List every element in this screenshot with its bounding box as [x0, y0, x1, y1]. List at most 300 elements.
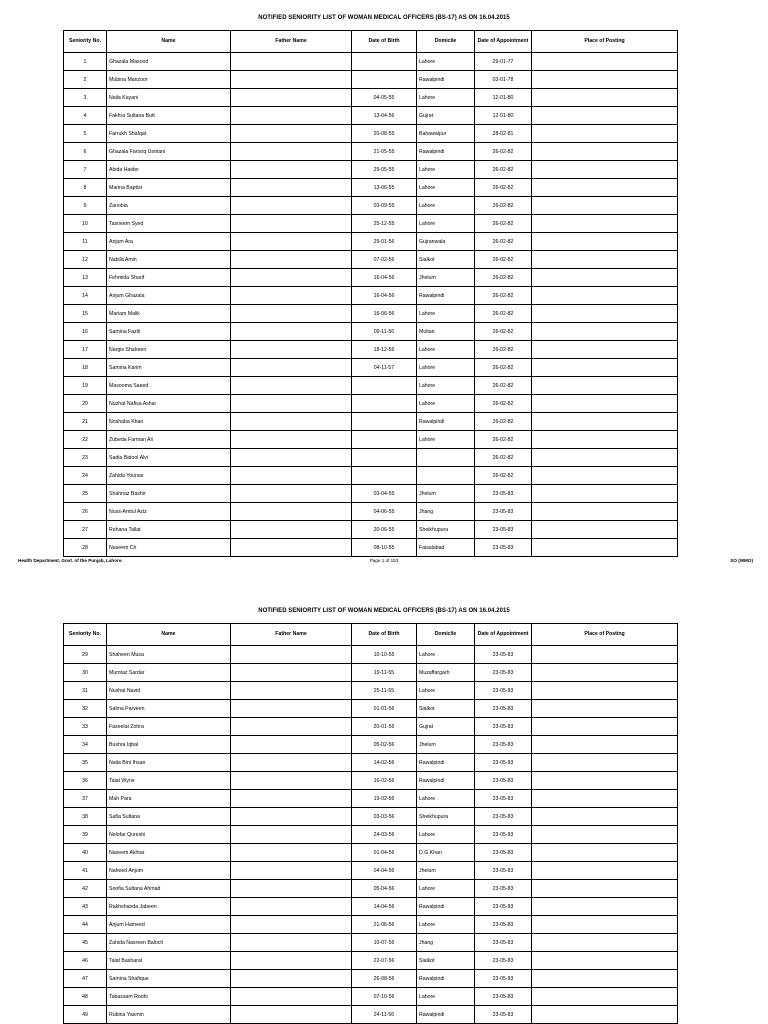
cell-date-of-birth: 01-04-56	[352, 844, 417, 862]
cell-place-of-posting	[532, 89, 678, 107]
table-row	[64, 808, 678, 826]
cell-domicile	[417, 449, 475, 467]
cell-date-of-appointment: 26-02-82	[475, 179, 532, 197]
cell-place-of-posting	[532, 754, 678, 772]
cell-domicile: Lahore	[417, 395, 475, 413]
cell-date-of-birth: 18-12-56	[352, 341, 417, 359]
cell-place-of-posting	[532, 664, 678, 682]
cell-date-of-appointment: 26-02-82	[475, 413, 532, 431]
table-row	[64, 1006, 678, 1024]
table-row	[64, 269, 678, 287]
cell-date-of-birth: 10-10-55	[352, 646, 417, 664]
cell-father-name	[231, 161, 352, 179]
table-row	[64, 215, 678, 233]
cell-domicile: D.G Khan	[417, 844, 475, 862]
cell-date-of-appointment: 23-05-83	[475, 682, 532, 700]
cell-domicile: Rawalpindi	[417, 1006, 475, 1024]
cell-name: Zubeda Farman Ali	[107, 431, 231, 449]
cell-father-name	[231, 53, 352, 71]
cell-domicile: Rawalpindi	[417, 754, 475, 772]
cell-name: Nargis Shaheen	[107, 341, 231, 359]
cell-seniority-no: 29	[64, 646, 107, 664]
cell-father-name	[231, 790, 352, 808]
cell-seniority-no: 28	[64, 539, 107, 557]
seniority-table	[63, 30, 678, 557]
cell-place-of-posting	[532, 952, 678, 970]
cell-place-of-posting	[532, 341, 678, 359]
cell-name: Ghazala Masood	[107, 53, 231, 71]
cell-domicile: Sheikhupura	[417, 521, 475, 539]
cell-place-of-posting	[532, 197, 678, 215]
cell-place-of-posting	[532, 215, 678, 233]
cell-father-name	[231, 269, 352, 287]
cell-father-name	[231, 682, 352, 700]
cell-date-of-birth	[352, 431, 417, 449]
table-row	[64, 754, 678, 772]
cell-place-of-posting	[532, 233, 678, 251]
cell-name: Ghazala Farooq Usmani	[107, 143, 231, 161]
cell-domicile: Rawalpindi	[417, 772, 475, 790]
cell-seniority-no: 7	[64, 161, 107, 179]
cell-father-name	[231, 377, 352, 395]
cell-place-of-posting	[532, 898, 678, 916]
cell-date-of-appointment: 23-05-83	[475, 898, 532, 916]
cell-domicile: Jhelum	[417, 862, 475, 880]
cell-date-of-birth: 26-08-56	[352, 970, 417, 988]
cell-date-of-birth: 24-03-56	[352, 826, 417, 844]
cell-date-of-birth: 08-10-55	[352, 539, 417, 557]
cell-date-of-birth: 14-02-56	[352, 754, 417, 772]
cell-place-of-posting	[532, 251, 678, 269]
cell-name: Fehmida Sharif	[107, 269, 231, 287]
cell-place-of-posting	[532, 125, 678, 143]
cell-seniority-no: 31	[64, 682, 107, 700]
cell-seniority-no: 12	[64, 251, 107, 269]
cell-seniority-no: 20	[64, 395, 107, 413]
cell-seniority-no: 44	[64, 916, 107, 934]
cell-domicile: Lahore	[417, 646, 475, 664]
cell-date-of-birth: 25-12-55	[352, 215, 417, 233]
cell-date-of-appointment: 23-05-83	[475, 772, 532, 790]
cell-seniority-no: 34	[64, 736, 107, 754]
cell-date-of-appointment: 26-02-82	[475, 251, 532, 269]
cell-seniority-no: 23	[64, 449, 107, 467]
cell-seniority-no: 39	[64, 826, 107, 844]
table-header-row	[64, 31, 678, 53]
cell-name: Naila Kayani	[107, 89, 231, 107]
cell-domicile: Sialkot	[417, 700, 475, 718]
cell-name: Safia Sultana	[107, 808, 231, 826]
header-date-of-birth: Date of Birth	[352, 624, 417, 646]
table-row	[64, 521, 678, 539]
cell-name: Mubina Manzoor	[107, 71, 231, 89]
cell-seniority-no: 5	[64, 125, 107, 143]
cell-place-of-posting	[532, 143, 678, 161]
page-title: NOTIFIED SENIORITY LIST OF WOMAN MEDICAL OFFICERS (BS-17) AS ON 16.04.2015	[258, 15, 510, 21]
cell-father-name	[231, 521, 352, 539]
cell-place-of-posting	[532, 485, 678, 503]
cell-name: Nuss-Amtul Aziz	[107, 503, 231, 521]
cell-name: Zanobia	[107, 197, 231, 215]
cell-date-of-appointment: 26-02-82	[475, 467, 532, 485]
cell-seniority-no: 49	[64, 1006, 107, 1024]
cell-name: Rakhshanda Jabeen	[107, 898, 231, 916]
table-row	[64, 89, 678, 107]
cell-date-of-birth	[352, 413, 417, 431]
cell-place-of-posting	[532, 646, 678, 664]
cell-father-name	[231, 772, 352, 790]
header-father-name: Father Name	[231, 31, 352, 53]
cell-seniority-no: 10	[64, 215, 107, 233]
cell-seniority-no: 22	[64, 431, 107, 449]
cell-date-of-appointment: 23-05-83	[475, 736, 532, 754]
cell-father-name	[231, 125, 352, 143]
cell-place-of-posting	[532, 970, 678, 988]
table-row	[64, 287, 678, 305]
table-row	[64, 898, 678, 916]
cell-domicile: Lahore	[417, 880, 475, 898]
cell-place-of-posting	[532, 916, 678, 934]
cell-date-of-appointment: 26-02-82	[475, 287, 532, 305]
cell-domicile: Rawalpindi	[417, 287, 475, 305]
header-name: Name	[107, 31, 231, 53]
cell-place-of-posting	[532, 934, 678, 952]
cell-domicile: Lahore	[417, 988, 475, 1006]
cell-domicile: Bahawalpur	[417, 125, 475, 143]
cell-date-of-birth: 24-11-56	[352, 1006, 417, 1024]
cell-seniority-no: 48	[64, 988, 107, 1006]
table-row	[64, 862, 678, 880]
cell-seniority-no: 26	[64, 503, 107, 521]
cell-seniority-no: 27	[64, 521, 107, 539]
header-date-of-birth: Date of Birth	[352, 31, 417, 53]
cell-date-of-birth: 29-01-56	[352, 233, 417, 251]
cell-date-of-birth: 13-06-55	[352, 179, 417, 197]
table-row	[64, 71, 678, 89]
cell-seniority-no: 3	[64, 89, 107, 107]
cell-date-of-appointment: 23-05-83	[475, 1006, 532, 1024]
cell-domicile	[417, 467, 475, 485]
cell-name: Rehana Tallat	[107, 521, 231, 539]
cell-date-of-birth: 20-08-55	[352, 125, 417, 143]
cell-father-name	[231, 467, 352, 485]
cell-date-of-birth: 20-06-55	[352, 521, 417, 539]
cell-domicile: Lahore	[417, 53, 475, 71]
table-row	[64, 952, 678, 970]
cell-seniority-no: 41	[64, 862, 107, 880]
cell-domicile: Rawalpindi	[417, 143, 475, 161]
cell-place-of-posting	[532, 826, 678, 844]
cell-date-of-birth	[352, 467, 417, 485]
cell-name: Soofia Sultana Ahmad	[107, 880, 231, 898]
cell-domicile: Faisalabad	[417, 539, 475, 557]
cell-date-of-appointment: 23-05-83	[475, 826, 532, 844]
cell-domicile: Lahore	[417, 179, 475, 197]
cell-name: Nabila Amin	[107, 251, 231, 269]
cell-date-of-appointment: 23-05-83	[475, 808, 532, 826]
cell-name: Nelofar Qureshi	[107, 826, 231, 844]
cell-date-of-birth: 05-02-56	[352, 736, 417, 754]
cell-name: Fakhra Sultana Butt	[107, 107, 231, 125]
cell-date-of-birth: 04-05-55	[352, 89, 417, 107]
cell-date-of-appointment: 26-02-82	[475, 143, 532, 161]
cell-father-name	[231, 646, 352, 664]
cell-place-of-posting	[532, 503, 678, 521]
cell-place-of-posting	[532, 53, 678, 71]
cell-date-of-appointment: 23-05-83	[475, 700, 532, 718]
cell-date-of-appointment: 28-02-81	[475, 125, 532, 143]
cell-seniority-no: 32	[64, 700, 107, 718]
table-row	[64, 826, 678, 844]
cell-father-name	[231, 952, 352, 970]
cell-date-of-appointment: 26-02-82	[475, 359, 532, 377]
cell-date-of-birth: 07-10-56	[352, 988, 417, 1006]
table-row	[64, 844, 678, 862]
cell-father-name	[231, 413, 352, 431]
cell-seniority-no: 2	[64, 71, 107, 89]
cell-domicile: Lahore	[417, 305, 475, 323]
cell-father-name	[231, 736, 352, 754]
cell-domicile: Lahore	[417, 377, 475, 395]
cell-father-name	[231, 664, 352, 682]
cell-date-of-birth: 04-04-56	[352, 862, 417, 880]
cell-father-name	[231, 359, 352, 377]
cell-place-of-posting	[532, 359, 678, 377]
document-page-2	[0, 593, 768, 1024]
table-row	[64, 179, 678, 197]
cell-seniority-no: 18	[64, 359, 107, 377]
cell-place-of-posting	[532, 71, 678, 89]
cell-date-of-birth: 04-11-57	[352, 359, 417, 377]
cell-date-of-birth: 21-06-56	[352, 916, 417, 934]
cell-domicile: Lahore	[417, 682, 475, 700]
cell-father-name	[231, 898, 352, 916]
cell-date-of-appointment: 26-02-82	[475, 395, 532, 413]
cell-name: Sadia Batool Alvi	[107, 449, 231, 467]
table-row	[64, 988, 678, 1006]
cell-name: Nushat Navid	[107, 682, 231, 700]
cell-date-of-birth: 20-01-56	[352, 718, 417, 736]
cell-seniority-no: 36	[64, 772, 107, 790]
cell-father-name	[231, 754, 352, 772]
table-row	[64, 305, 678, 323]
cell-seniority-no: 15	[64, 305, 107, 323]
cell-seniority-no: 14	[64, 287, 107, 305]
cell-date-of-appointment: 23-05-83	[475, 539, 532, 557]
table-body	[64, 646, 678, 1024]
cell-date-of-birth: 16-04-56	[352, 287, 417, 305]
cell-date-of-birth: 05-04-56	[352, 880, 417, 898]
footer-page-number: Page 1 of 153	[369, 558, 399, 563]
cell-date-of-appointment: 29-01-77	[475, 53, 532, 71]
cell-seniority-no: 35	[64, 754, 107, 772]
cell-seniority-no: 42	[64, 880, 107, 898]
cell-domicile: Multan	[417, 323, 475, 341]
cell-date-of-birth: 09-11-56	[352, 323, 417, 341]
cell-seniority-no: 16	[64, 323, 107, 341]
cell-date-of-appointment: 23-05-83	[475, 844, 532, 862]
cell-father-name	[231, 503, 352, 521]
table-row	[64, 395, 678, 413]
page-title: NOTIFIED SENIORITY LIST OF WOMAN MEDICAL OFFICERS (BS-17) AS ON 16.04.2015	[258, 608, 510, 614]
cell-date-of-appointment: 26-02-82	[475, 341, 532, 359]
cell-date-of-appointment: 23-05-83	[475, 503, 532, 521]
cell-domicile: Jhelum	[417, 269, 475, 287]
cell-place-of-posting	[532, 718, 678, 736]
cell-place-of-posting	[532, 521, 678, 539]
cell-name: Tasneem Syed	[107, 215, 231, 233]
cell-name: Fazeelat Zohra	[107, 718, 231, 736]
header-father-name: Father Name	[231, 624, 352, 646]
table-row	[64, 934, 678, 952]
cell-date-of-birth	[352, 395, 417, 413]
header-domicile: Domicile	[417, 624, 475, 646]
cell-date-of-birth: 29-05-55	[352, 161, 417, 179]
cell-date-of-birth: 16-02-56	[352, 772, 417, 790]
cell-name: Naseem Akhtar	[107, 844, 231, 862]
cell-date-of-appointment: 26-02-82	[475, 305, 532, 323]
cell-place-of-posting	[532, 305, 678, 323]
cell-date-of-birth: 22-07-56	[352, 952, 417, 970]
table-row	[64, 107, 678, 125]
cell-date-of-appointment: 23-05-83	[475, 862, 532, 880]
cell-name: Masooma Saeed	[107, 377, 231, 395]
cell-domicile: Rawalpindi	[417, 898, 475, 916]
cell-date-of-appointment: 12-01-80	[475, 107, 532, 125]
cell-date-of-birth: 01-01-56	[352, 700, 417, 718]
cell-place-of-posting	[532, 808, 678, 826]
cell-father-name	[231, 305, 352, 323]
cell-name: Samina Shafique	[107, 970, 231, 988]
cell-date-of-appointment: 26-02-82	[475, 233, 532, 251]
table-row	[64, 377, 678, 395]
table-row	[64, 736, 678, 754]
cell-seniority-no: 37	[64, 790, 107, 808]
cell-name: Noshaba Khan	[107, 413, 231, 431]
table-row	[64, 539, 678, 557]
table-row	[64, 251, 678, 269]
cell-date-of-birth	[352, 449, 417, 467]
cell-domicile: Jhang	[417, 503, 475, 521]
cell-seniority-no: 21	[64, 413, 107, 431]
cell-father-name	[231, 916, 352, 934]
cell-name: Shahnaz Bashir	[107, 485, 231, 503]
cell-seniority-no: 17	[64, 341, 107, 359]
cell-date-of-birth: 14-04-56	[352, 898, 417, 916]
cell-domicile: Lahore	[417, 341, 475, 359]
cell-name: Shaheen Musa	[107, 646, 231, 664]
cell-father-name	[231, 844, 352, 862]
cell-date-of-birth: 16-06-56	[352, 305, 417, 323]
cell-domicile: Lahore	[417, 826, 475, 844]
cell-place-of-posting	[532, 467, 678, 485]
cell-name: Zahida Nasreen Baloch	[107, 934, 231, 952]
cell-place-of-posting	[532, 862, 678, 880]
table-row	[64, 341, 678, 359]
table-row	[64, 485, 678, 503]
cell-date-of-birth: 04-06-55	[352, 503, 417, 521]
table-row	[64, 880, 678, 898]
cell-place-of-posting	[532, 179, 678, 197]
cell-date-of-birth: 07-02-56	[352, 251, 417, 269]
cell-place-of-posting	[532, 790, 678, 808]
cell-date-of-birth: 16-04-56	[352, 269, 417, 287]
footer-department: Health Department, Govt. of the Punjab, Lahore.	[18, 558, 123, 563]
cell-father-name	[231, 323, 352, 341]
cell-father-name	[231, 485, 352, 503]
cell-domicile: Sheikhupura	[417, 808, 475, 826]
cell-date-of-appointment: 23-05-83	[475, 988, 532, 1006]
seniority-table	[63, 623, 678, 1024]
cell-father-name	[231, 341, 352, 359]
cell-father-name	[231, 718, 352, 736]
cell-father-name	[231, 970, 352, 988]
cell-date-of-birth: 19-02-56	[352, 790, 417, 808]
cell-date-of-appointment: 23-05-83	[475, 664, 532, 682]
cell-seniority-no: 45	[64, 934, 107, 952]
cell-father-name	[231, 934, 352, 952]
cell-name: Bushra Iqbal	[107, 736, 231, 754]
cell-date-of-appointment: 23-05-83	[475, 485, 532, 503]
cell-seniority-no: 25	[64, 485, 107, 503]
cell-date-of-appointment: 26-02-82	[475, 449, 532, 467]
cell-name: Mariam Malik	[107, 305, 231, 323]
cell-domicile: Rawalpindi	[417, 970, 475, 988]
table-row	[64, 664, 678, 682]
cell-seniority-no: 9	[64, 197, 107, 215]
cell-domicile: Rawalpindi	[417, 413, 475, 431]
cell-father-name	[231, 808, 352, 826]
cell-name: Abida Haider	[107, 161, 231, 179]
header-domicile: Domicile	[417, 31, 475, 53]
cell-name: Naseem Ch	[107, 539, 231, 557]
table-header-row	[64, 624, 678, 646]
cell-date-of-appointment: 23-05-83	[475, 880, 532, 898]
table-row	[64, 772, 678, 790]
footer-section: SO (WMO)	[730, 558, 753, 563]
cell-domicile: Sialkot	[417, 952, 475, 970]
cell-place-of-posting	[532, 449, 678, 467]
header-date-of-appointment: Date of Appointment	[475, 31, 532, 53]
cell-date-of-appointment: 23-05-83	[475, 790, 532, 808]
header-seniority-no: Seniority No.	[64, 624, 107, 646]
cell-name: Marina Baptist	[107, 179, 231, 197]
header-place-of-posting: Place of Posting	[532, 31, 678, 53]
cell-father-name	[231, 449, 352, 467]
cell-date-of-appointment: 26-02-82	[475, 431, 532, 449]
table-row	[64, 125, 678, 143]
cell-seniority-no: 40	[64, 844, 107, 862]
cell-domicile: Lahore	[417, 359, 475, 377]
table-row	[64, 53, 678, 71]
cell-place-of-posting	[532, 700, 678, 718]
table-row	[64, 449, 678, 467]
cell-name: Tabassam Roohi	[107, 988, 231, 1006]
cell-name: Anjum Ara	[107, 233, 231, 251]
cell-domicile: Lahore	[417, 197, 475, 215]
cell-place-of-posting	[532, 431, 678, 449]
cell-place-of-posting	[532, 1006, 678, 1024]
cell-domicile: Gujrat	[417, 107, 475, 125]
cell-place-of-posting	[532, 413, 678, 431]
cell-date-of-appointment: 23-05-83	[475, 521, 532, 539]
cell-domicile: Gujrat	[417, 718, 475, 736]
cell-domicile: Lahore	[417, 89, 475, 107]
cell-name: Naila Bint Ihsan	[107, 754, 231, 772]
cell-seniority-no: 38	[64, 808, 107, 826]
page-gap	[0, 578, 768, 593]
cell-name: Mumtaz Sardar	[107, 664, 231, 682]
